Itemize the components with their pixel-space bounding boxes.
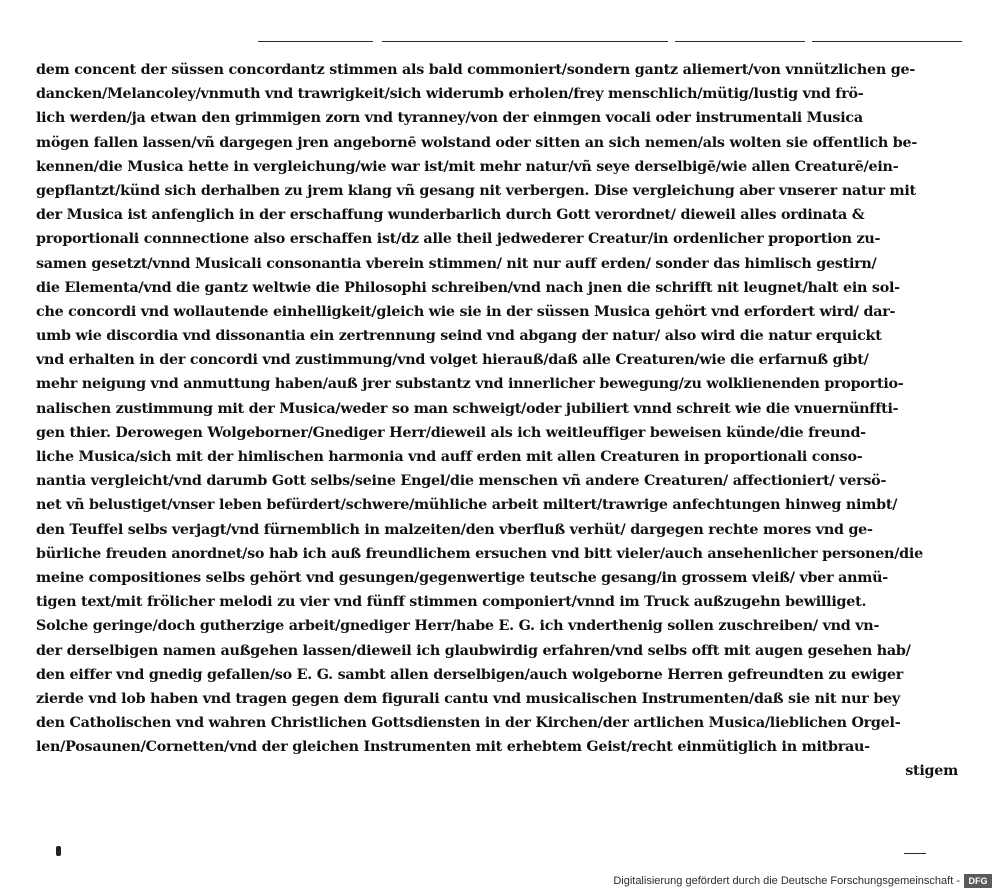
text-line: der derselbigen namen außgehen lassen/dieweil ich glaubwirdig erfahren/vnd selbs offt mit augen gesehen hab/ xyxy=(36,642,911,659)
text-line: dem concent der süssen concordantz stimmen als bald commoniert/sondern gantz aliemert/von vnnützlichen ge- xyxy=(36,62,916,78)
text-line: gen thier. Derowegen Wolgeborner/Gnediger Herr/dieweil als ich weitleuffiger beweisen künde/die freund- xyxy=(36,424,866,441)
text-line: der Musica ist anfenglich in der erschaffung wunderbarlich durch Gott verordnet/ dieweil alles ordinata & xyxy=(36,207,865,224)
top-rule xyxy=(812,41,962,42)
text-line: gepflantzt/künd sich derhalben zu jrem klang vñ gesang nit verbergen. Dise vergleichung aber vnserer natur mit xyxy=(36,182,916,199)
text-line: liche Musica/sich mit der himlischen harmonia vnd auff erden mit allen Creaturen in proportionali conso- xyxy=(36,449,863,465)
text-line: proportionali connnectione also erschaffen ist/dz alle theil jedwederer Creatur/in ordenlicher proportion zu- xyxy=(36,231,881,248)
catchword: stigem xyxy=(905,763,958,780)
text-line: vnd erhalten in der concordi vnd zustimmung/vnd volget hierauß/daß alle Creaturen/wie die erfarnuß gibt/ xyxy=(36,352,869,369)
body-text xyxy=(36,58,964,784)
text-line: nalischen zustimmung mit der Musica/weder so man schweigt/oder jubiliert vnnd schreit wie die vnuernünffti- xyxy=(36,400,899,417)
text-line: die Elementa/vnd die gantz weltwie die Philosophi schreiben/vnd nach jnen die schrifft nit leugnet/halt ein sol- xyxy=(36,279,900,296)
text-line: net vñ belustiget/vnser leben befürdert/schwere/mühliche arbeit miltert/trawrige anfechtungen hinweg nimbt/ xyxy=(36,497,898,514)
text-line: che concordi vnd wollautende einhelligkeit/gleich wie sie in der süssen Musica gehört vnd erfordert wird/ dar- xyxy=(36,303,896,320)
text-line: umb wie discordia vnd dissonantia ein zertrennung seind vnd abgang der natur/ also wird die natur erquickt xyxy=(36,328,882,345)
text-line: den Catholischen vnd wahren Christlichen Gottsdiensten in der Kirchen/der artlichen Musica/lieblichen Orgel- xyxy=(36,715,901,732)
text-line: len/Posaunen/Cornetten/vnd der gleichen Instrumenten mit erhebtem Geist/recht einmütiglich in mitbrau- xyxy=(36,739,870,756)
text-line: kennen/die Musica hette in vergleichung/wie war ist/mit mehr natur/vñ seye derselbigē/wie allen Creaturē/ein- xyxy=(36,158,899,175)
text-line: Solche geringe/doch gutherzige arbeit/gnediger Herr/habe E. G. ich vnderthenig sollen zuschreiben/ vnd vn- xyxy=(36,618,880,635)
text-line: meine compositiones selbs gehört vnd gesungen/gegenwertige teutsche gesang/in grossem vleiß/ vber anmü- xyxy=(36,569,888,586)
text-line: zierde vnd lob haben vnd tragen gegen dem figurali cantu vnd musicalischen Instrumenten/daß sie nit nur bey xyxy=(36,690,900,707)
top-rule xyxy=(382,41,668,42)
top-rule xyxy=(258,41,373,42)
text-line: lich werden/ja etwan den grimmigen zorn vnd tyranney/von der einmgen vocali oder instrumentali Musica xyxy=(36,110,863,127)
ink-mark xyxy=(904,853,926,854)
text-line: den eiffer vnd gnedig gefallen/so E. G. sambt allen derselbigen/auch wolgeborne Herren gefreundten zu ewiger xyxy=(36,666,904,683)
text-line: nantia vergleicht/vnd darumb Gott selbs/seine Engel/die menschen vñ andere Creaturen/ affectioniert/ versö- xyxy=(36,473,887,490)
dfg-logo: DFG xyxy=(964,874,992,888)
ink-speck xyxy=(56,846,61,856)
text-line: den Teuffel selbs verjagt/vnd fürnemblich in malzeiten/den vberfluß verhüt/ dargegen rechte mores vnd ge- xyxy=(36,521,873,538)
text-line: tigen text/mit frölicher melodi zu vier vnd fünff stimmen componiert/vnnd im Truck außzugehn bewilliget. xyxy=(36,594,867,611)
text-line: bürliche freuden anordnet/so hab ich auß freundlichem ersuchen vnd bitt vieler/auch ansehenlicher personen/die xyxy=(36,545,923,562)
text-line: mehr neigung vnd anmuttung haben/auß jrer substantz vnd innerlicher bewegung/zu wolklienenden proportio- xyxy=(36,376,904,393)
text-line: dancken/Melancoley/vnmuth vnd trawrigkeit/sich widerumb erholen/frey menschlich/mütig/lustig vnd frö- xyxy=(36,86,864,103)
text-line: samen gesetzt/vnnd Musicali consonantia vberein stimmen/ nit nur auff erden/ sonder das himlisch gestirn/ xyxy=(36,255,877,272)
footer-credit: Digitalisierung gefördert durch die Deutsche Forschungsgemeinschaft - xyxy=(613,875,960,887)
text-line: mögen fallen lassen/vñ dargegen jren angebornē wolstand oder sitten an sich nemen/als wolten sie offentlich be- xyxy=(36,134,918,151)
top-rule xyxy=(675,41,805,42)
